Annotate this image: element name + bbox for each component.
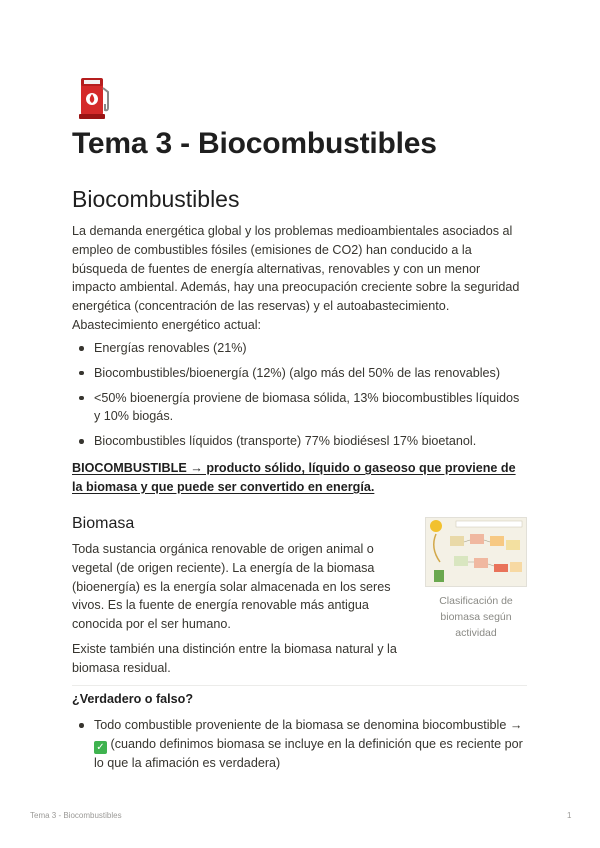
biomasa-heading: Biomasa xyxy=(72,515,135,532)
intro-paragraph: La demanda energética global y los problemas medioambientales asociados al empleo de combustibles fósiles (emisiones de CO2) han conducido a la búsqueda de fuentes de energía alternativas, renovables y con un menor impacto ambiental. Además, hay una preocupación creciente sobre la seguridad energética (concentración de las reservas) y el autoabastecimiento. Abastecimiento energético actual: xyxy=(72,224,520,332)
definition-text: BIOCOMBUSTIBLE → producto sólido, líquido o gaseoso que proviene de la biomasa y que puede ser convertido en energía. xyxy=(72,461,516,494)
list-item xyxy=(72,716,532,773)
page-title: Tema 3 - Biocombustibles xyxy=(72,127,437,160)
list-item: Biocombustibles líquidos (transporte) 77% biodiésesl 17% bioetanol. xyxy=(72,432,527,451)
list-item: Energías renovables (21%) xyxy=(72,339,527,358)
section-divider xyxy=(72,685,527,686)
energy-bullet-list xyxy=(72,339,527,457)
quiz-list xyxy=(72,716,532,773)
biomasa-paragraph-2: Existe también una distinción entre la biomasa natural y la biomasa residual. xyxy=(72,641,397,675)
quiz-item-text-before: Todo combustible proveniente de la biomasa se denomina biocombustible → xyxy=(94,718,523,732)
list-item: Biocombustibles/bioenergía (12%) (algo más del 50% de las renovables) xyxy=(72,364,527,383)
definition-callout xyxy=(72,459,527,497)
section-heading: Biocombustibles xyxy=(72,186,240,212)
list-item: <50% bioenergía proviene de biomasa sólida, 13% biocombustibles líquidos y 10% biogás. xyxy=(72,389,527,427)
biomasa-classification-diagram-image[interactable] xyxy=(425,517,527,587)
quiz-heading: ¿Verdadero o falso? xyxy=(72,692,194,706)
figure-caption: Clasificación de biomasa según actividad xyxy=(439,595,513,639)
biomasa-figure xyxy=(425,517,527,641)
quiz-item-text-after: (cuando definimos biomasa se incluye en la definición que es reciente por lo que la afimación es verdadera) xyxy=(94,736,523,770)
check-mark-icon: ✓ xyxy=(94,741,107,754)
footer-title: Tema 3 - Biocombustibles xyxy=(30,811,122,820)
page-number: 1 xyxy=(567,811,572,820)
fuel-pump-icon xyxy=(78,74,112,120)
biomasa-paragraph-1: Toda sustancia orgánica renovable de origen animal o vegetal (de origen reciente). La energía de la biomasa (bioenergía) es la energía solar almacenada en los seres vivos. Es la fuente de energía renovable más antigua conocida por el ser humano. xyxy=(72,542,391,632)
biomasa-text xyxy=(72,540,402,684)
